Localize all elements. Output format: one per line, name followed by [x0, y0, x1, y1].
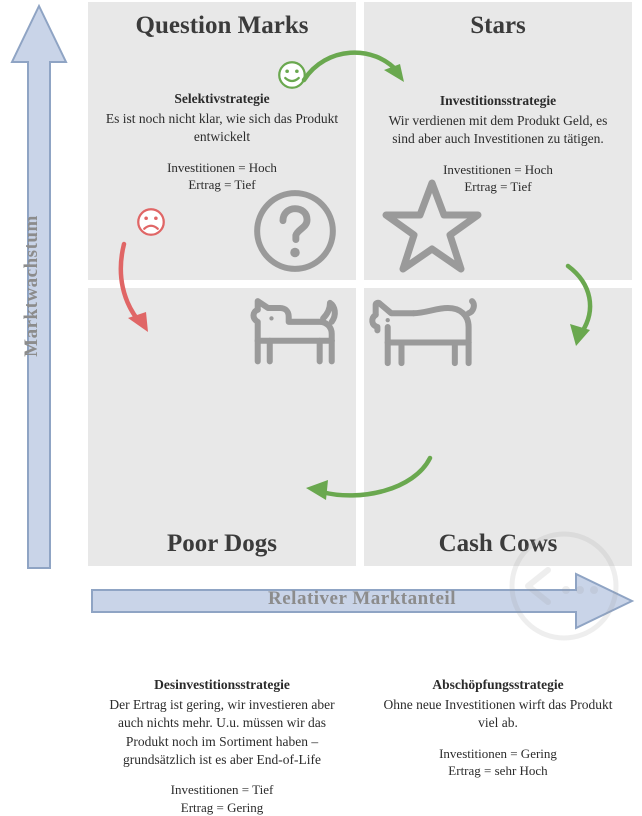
stars-strategy-title: Investitionsstrategie: [439, 93, 557, 108]
stars-investment: Investitionen = Hoch: [443, 161, 553, 177]
dog-icon: [245, 296, 341, 370]
cash-cows-content: [364, 676, 632, 780]
cash-cows-strategy-title: Abschöpfungsstrategie: [432, 677, 564, 692]
question-mark-icon: [252, 188, 338, 274]
quadrant-title-question-marks: Question Marks: [135, 12, 309, 39]
flow-arrow-stars-to-cash-cows: [548, 262, 618, 352]
poor-dogs-investment: Investitionen = Tief: [170, 782, 274, 798]
watermark-logo-icon: [498, 530, 630, 642]
question-marks-strategy-title: Selektivstrategie: [174, 91, 270, 106]
flow-arrow-question-marks-to-poor-dogs: [110, 240, 180, 340]
stars-return: Ertrag = Tief: [464, 179, 532, 195]
star-icon: [382, 178, 482, 276]
stars-description: Wir verdienen mit dem Produkt Geld, es sind aber auch Investitionen zu tätigen.: [388, 113, 608, 147]
y-axis-label: Marktwachstum: [21, 215, 42, 357]
poor-dogs-description: Der Ertrag ist gering, wir investieren aber auch nichts mehr. U.u. müssen wir das Produkt noch im Sortiment haben – grundsätzlich ist es aber End-of-Life: [109, 697, 335, 767]
question-marks-content: [88, 90, 356, 194]
x-axis-label: Relativer Marktanteil: [268, 588, 456, 609]
poor-dogs-return: Ertrag = Gering: [180, 799, 264, 815]
question-marks-return: Ertrag = Tief: [188, 177, 256, 193]
poor-dogs-strategy-title: Desinvestitionsstrategie: [154, 677, 290, 692]
quadrant-title-poor-dogs: Poor Dogs: [167, 530, 277, 557]
quadrant-title-stars: Stars: [470, 12, 526, 39]
cash-cows-return: Ertrag = sehr Hoch: [448, 763, 548, 779]
cow-icon: [368, 296, 478, 370]
poor-dogs-content: [88, 676, 356, 816]
flow-arrow-question-marks-to-stars: [300, 46, 412, 102]
quadrant-title-cash-cows: Cash Cows: [438, 530, 558, 557]
sad-face-icon: [136, 207, 166, 237]
cash-cows-description: Ohne neue Investitionen wirft das Produkt viel ab.: [383, 697, 613, 731]
question-marks-description: Es ist noch nicht klar, wie sich das Produkt entwickelt: [105, 111, 339, 145]
cash-cows-investment: Investitionen = Gering: [439, 745, 557, 761]
flow-arrow-cash-cows-to-poor-dogs: [298, 452, 434, 512]
question-marks-investment: Investitionen = Hoch: [167, 159, 277, 175]
